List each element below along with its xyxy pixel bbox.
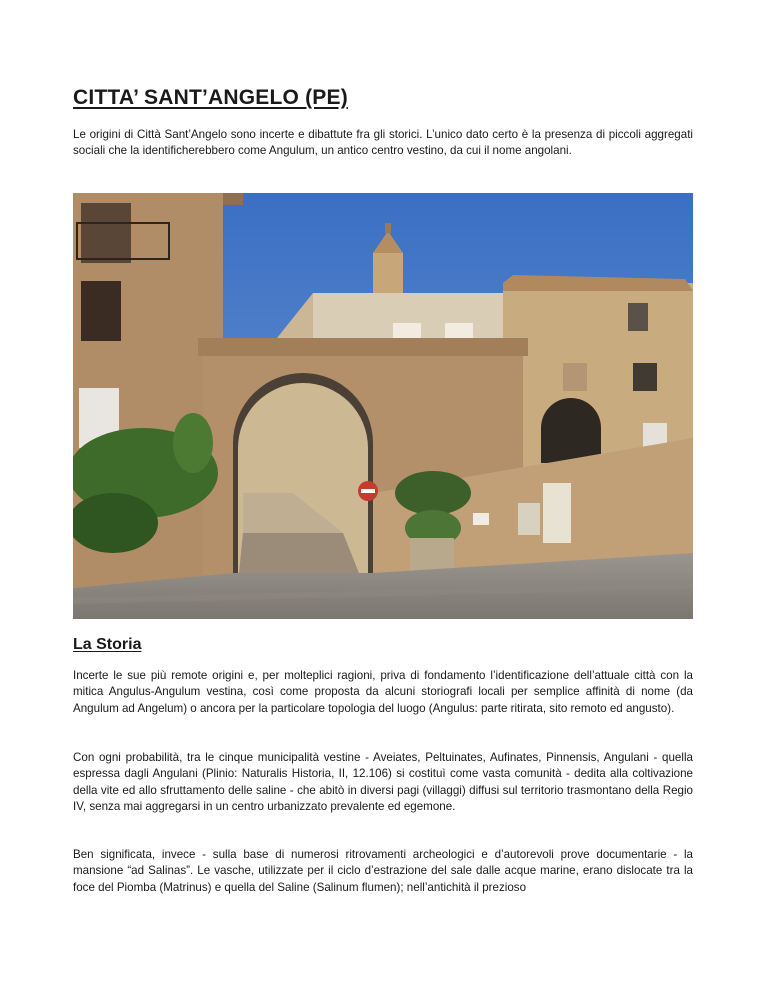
section-heading: La Storia xyxy=(73,636,142,653)
intro-paragraph: Le origini di Città Sant’Angelo sono incerte e dibattute fra gli storici. L’unico dato certo è la presenza di piccoli aggregati sociali che la identificherebbero come Angulum, un antico centro vestino, da cui il nome angolani. xyxy=(73,128,693,158)
town-gate-photo xyxy=(73,193,693,619)
history-paragraph: Incerte le sue più remote origini e, per molteplici ragioni, priva di fondamento l’identificazione dell’attuale città con la mitica Angulus-Angulum vestina, così come proposta da alcuni storiografi locali per semplice affinità di nome (da Angulum ad Angelum) o ancora per la particolare topologia del luogo (Angulus: parte ritirata, sito remoto ed angusto). xyxy=(73,669,693,715)
page-title: CITTA’ SANT’ANGELO (PE) xyxy=(73,86,348,109)
history-paragraph: Ben significata, invece - sulla base di numerosi ritrovamenti archeologici e d’autorevoli prove documentarie - la mansione “ad Salinas”. Le vasche, utilizzate per il ciclo d’estrazione del sale dalle acque marine, erano dislocate tra la foce del Piomba (Matrinus) e quella del Saline (Salinum flumen); nell’antichità il prezioso xyxy=(73,848,693,894)
history-paragraph: Con ogni probabilità, tra le cinque municipalità vestine - Aveiates, Peltuinates, Aufinates, Pinnensis, Angulani - quella espressa dagli Angulani (Plinio: Naturalis Historia, II, 12.106) si costituì come vasta comunità - dedita alla coltivazione della vite ed allo sfruttamento delle saline - che abitò in diversi pagi (villaggi) diffusi sul territorio trasmontano della Regio IV, senza mai aggregarsi in un centro urbanizzato prevalente ed egemone. xyxy=(73,751,693,814)
